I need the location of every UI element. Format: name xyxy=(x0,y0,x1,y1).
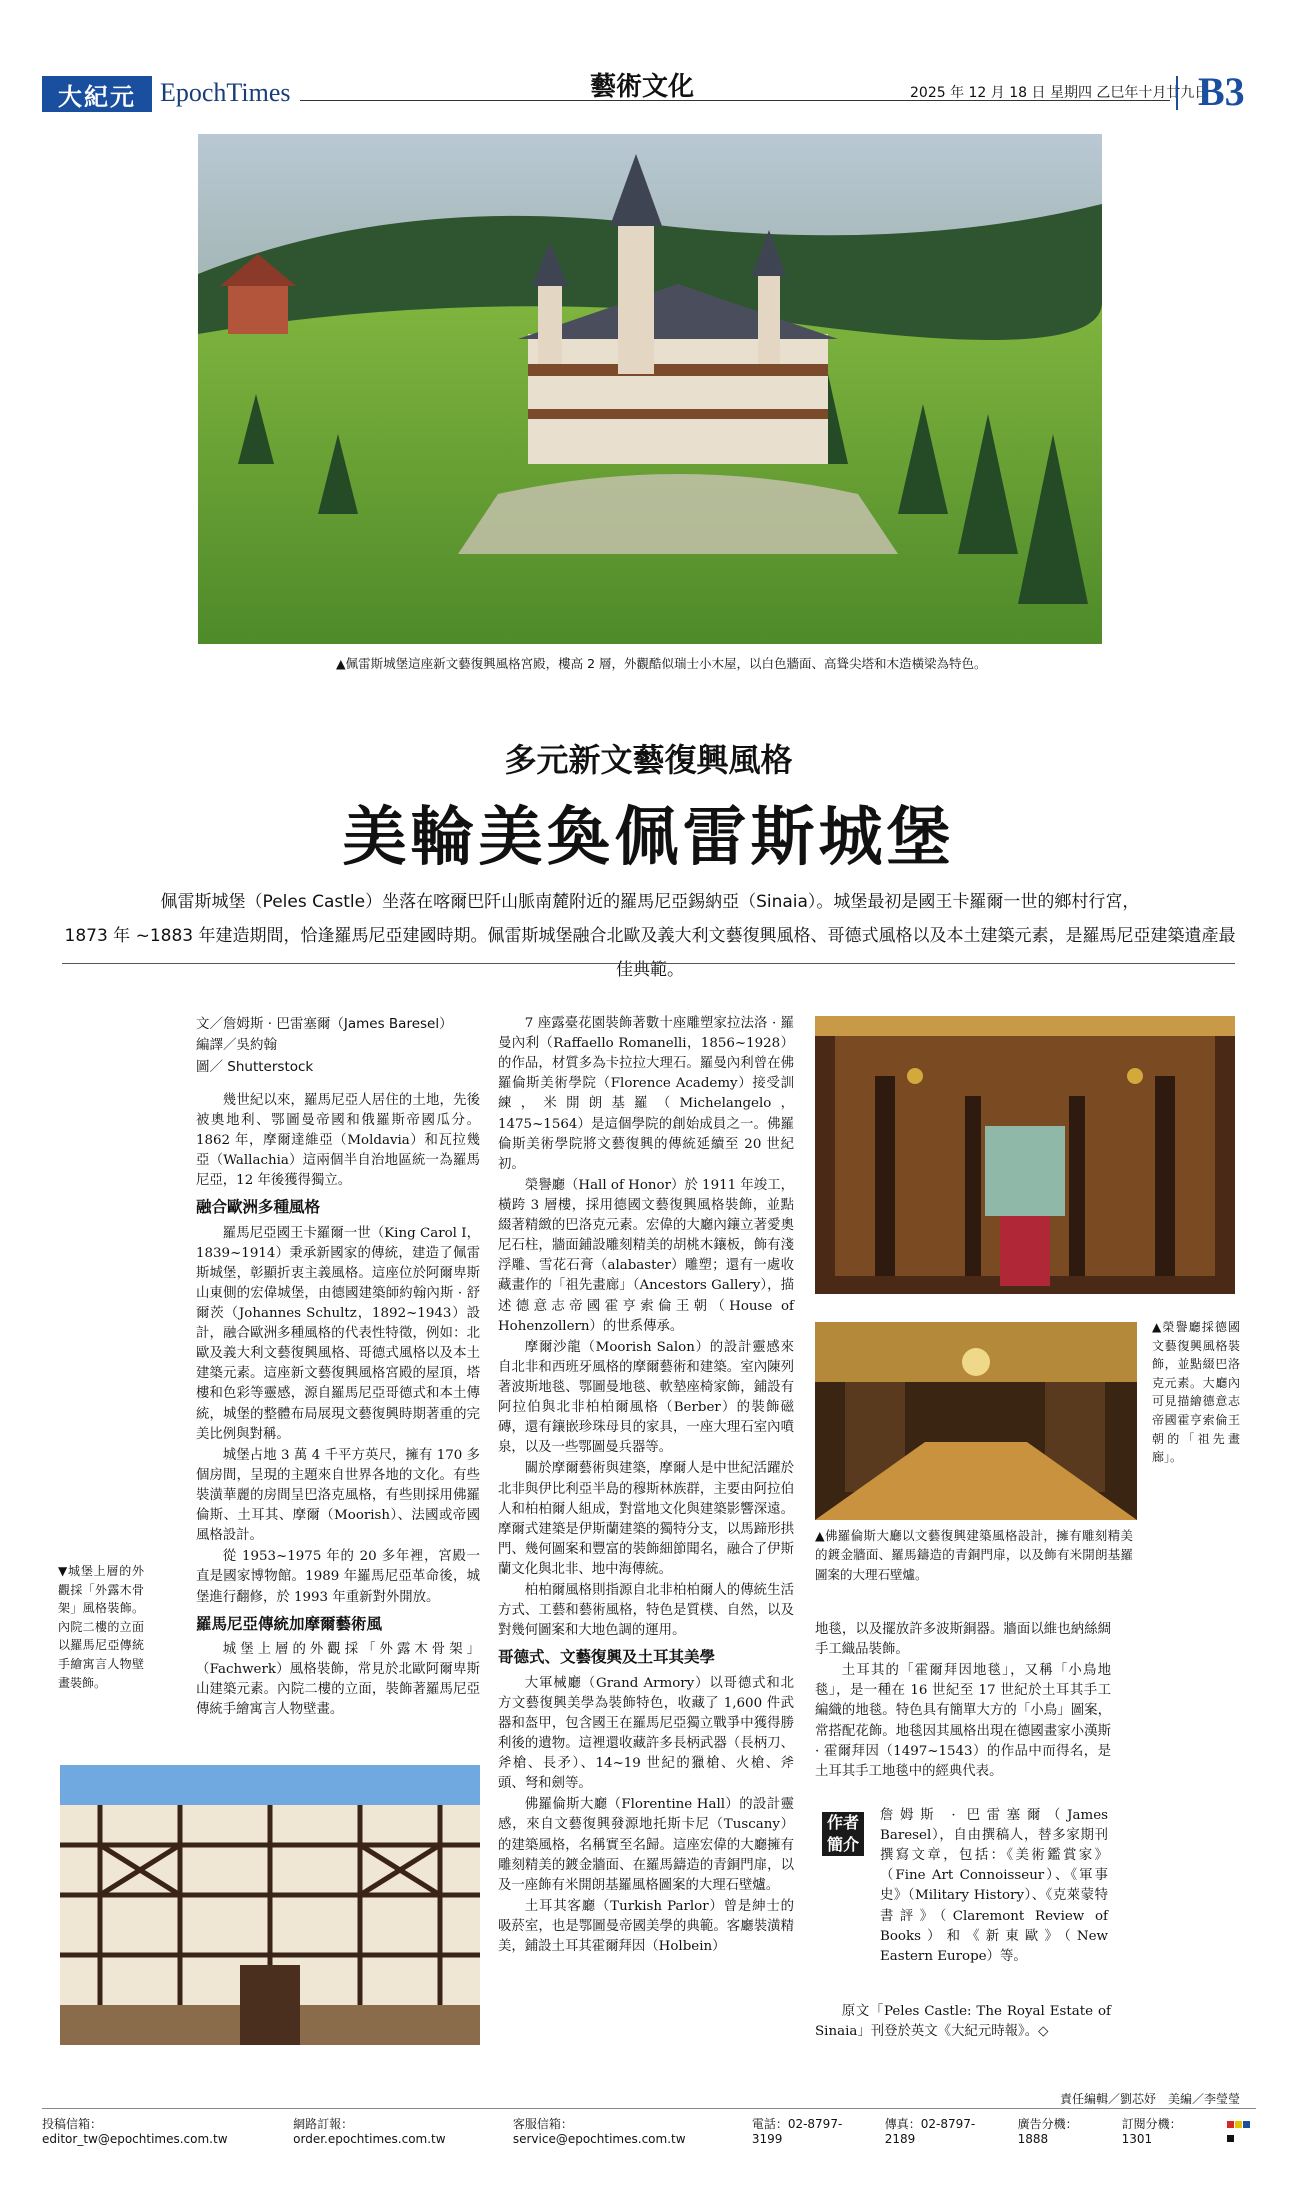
subhead: 羅馬尼亞傳統加摩爾藝術風 xyxy=(196,1614,383,1633)
footer-ad-ext: 廣告分機：1888 xyxy=(1017,2117,1078,2146)
hall-of-honor-photo xyxy=(815,1016,1235,1294)
swatch-blue xyxy=(1243,2121,1250,2128)
byline-photo: 圖／ Shutterstock xyxy=(196,1058,314,1075)
paragraph: 大軍械廳（Grand Armory）以哥德式和北方文藝復興美學為裝飾特色，收藏了 1,600 件武器和盔甲，包含國王在羅馬尼亞獨立戰爭中獲得勝利後的遺物。這裡還收藏許多長柄武器（長柄刀、斧槍、長矛）、14~19 世紀的獵槍、火槍、斧頭、弩和劍等。 xyxy=(498,1675,794,1792)
hero-castle-photo xyxy=(198,134,1102,644)
paragraph: 佛羅倫斯大廳（Florentine Hall）的設計靈感，來自文藝復興發源地托斯卡尼（Tuscany）的建築風格，名稱實至名歸。這座宏偉的大廳擁有雕刻精美的鍍金牆面、在羅馬鑄造的青銅門扉，以及一座飾有米開朗基羅風格圖案的大理石壁爐。 xyxy=(498,1797,794,1893)
paragraph: 土耳其客廳（Turkish Parlor）曾是紳士的吸菸室，也是鄂圖曼帝國美學的典範。客廳裝潢精美，鋪設土耳其霍爾拜因（Holbein） xyxy=(498,1898,794,1955)
swatch-red xyxy=(1227,2121,1234,2128)
author-bio xyxy=(880,1806,1108,1968)
swatch-black xyxy=(1227,2135,1234,2142)
source-text: 原文「Peles Castle: The Royal Estate of Sinaia」刊登於英文《大紀元時報》。◇ xyxy=(815,2004,1111,2040)
logo-english: EpochTimes xyxy=(160,78,291,107)
lede-line-1: 佩雷斯城堡（Peles Castle）坐落在喀爾巴阡山脈南麓附近的羅馬尼亞錫納亞（Sinaia）。城堡最初是國王卡羅爾一世的鄉村行宮， xyxy=(160,892,1140,912)
lede-line-2: 1873 年 ~1883 年建造期間，恰逢羅馬尼亞建國時期。佩雷斯城堡融合北歐及義大利文藝復興風格、哥德式風格以及本土建築元素，是羅馬尼亞建築遺產最佳典範。 xyxy=(64,926,1236,980)
paragraph: 城堡上層的外觀採「外露木骨架」（Fachwerk）風格裝飾，常見於北歐阿爾卑斯山建築元素。內院二樓的立面，裝飾著羅馬尼亞傳統手繪寓言人物壁畫。 xyxy=(196,1641,480,1718)
footer-sub-ext: 訂閱分機：1301 xyxy=(1121,2117,1182,2146)
florentine-illustration xyxy=(815,1322,1137,1520)
section-title: 藝術文化 xyxy=(590,72,695,102)
lede xyxy=(60,885,1240,987)
epoch-times-logo: 大紀元 xyxy=(42,76,152,112)
masthead-divider xyxy=(1176,76,1178,110)
castle-illustration xyxy=(198,134,1102,644)
byline-translator: 編譯／吳約翰 xyxy=(196,1037,277,1054)
florentine-hall-photo xyxy=(815,1322,1137,1520)
hall-illustration xyxy=(815,1016,1235,1294)
author-bio-text: 詹姆斯 · 巴雷塞爾（James Baresel），自由撰稿人，替多家期刊撰寫文章，包括：《美術鑑賞家》（Fine Art Connoisseur）、《軍事史》（Military History）、《克萊蒙特書評》（Claremont Review of Books）和《新東歐》（New Eastern Europe）等。 xyxy=(880,1808,1108,1964)
footer-fax: 傳真：02-8797-2189 xyxy=(884,2117,976,2146)
column-3 xyxy=(815,1620,1111,1783)
paragraph: 土耳其的「霍爾拜因地毯」，又稱「小鳥地毯」，是一種在 16 世紀至 17 世紀於土耳其手工編織的地毯。特色具有簡單大方的「小鳥」圖案，常搭配花飾。地毯因其風格出現在德國畫家小漢斯 · 霍爾拜因（1497~1543）的作品中而得名，是土耳其手工地毯中的經典代表。 xyxy=(815,1663,1111,1779)
footer xyxy=(42,2115,1256,2146)
editor-credits: 責任編輯／劉芯妤 美編／李瑩瑩 xyxy=(1060,2092,1241,2106)
paragraph: 城堡占地 3 萬 4 千平方英尺，擁有 170 多個房間，呈現的主題來自世界各地的文化。有些裝潢華麗的房間呈巴洛克風格，有些則採用佛羅倫斯、土耳其、摩爾（Moorish）、法國或帝國風格設計。 xyxy=(196,1447,480,1544)
footer-order-link[interactable]: 網路訂報：order.epochtimes.com.tw xyxy=(293,2117,446,2146)
footer-phone: 電話：02-8797-3199 xyxy=(751,2117,843,2146)
page-number: B3 xyxy=(1198,69,1245,114)
paragraph: 羅馬尼亞國王卡羅爾一世（King Carol I，1839~1914）秉承新國家的傳統，建造了佩雷斯城堡，彰顯折衷主義風格。這座位於阿爾卑斯山東側的宏偉城堡，由德國建築師約翰內斯 · 舒爾茨（Johannes Schultz，1892~1943）設計，融合歐洲多種風格的代表性特徵，例如：北歐及義大利文藝復興風格、哥德式風格以及本土建築元素。這座新文藝復興風格宮殿的屋頂，塔樓和色彩等靈感，源自羅馬尼亞哥德式和本土傳統，城堡的整體布局展現文藝復興時期著重的完美比例與對稱。 xyxy=(196,1225,480,1442)
hall-of-honor-caption: ▲榮譽廳採德國文藝復興風格裝飾，並點綴巴洛克元素。大廳內可見描繪德意志帝國霍亨索倫王朝的「祖先畫廊」。 xyxy=(1152,1320,1240,1465)
source-note xyxy=(815,2002,1111,2043)
subhead: 融合歐洲多種風格 xyxy=(196,1198,321,1217)
paragraph: 幾世紀以來，羅馬尼亞人居住的土地，先後被奧地利、鄂圖曼帝國和俄羅斯帝國瓜分。1862 年，摩爾達維亞（Moldavia）和瓦拉幾亞（Wallachia）這兩個半自治地區統一為羅馬尼亞，12 年後獲得獨立。 xyxy=(196,1092,480,1189)
paragraph: 從 1953~1975 年的 20 多年裡，宮殿一直是國家博物館。1989 年羅馬尼亞革命後，城堡進行翻修，於 1993 年重新對外開放。 xyxy=(196,1549,480,1605)
byline-author: 文／詹姆斯 · 巴雷塞爾（James Baresel） xyxy=(196,1016,453,1032)
author-bio-tag: 作者簡介 xyxy=(822,1812,864,1856)
left-photo-caption: ▼城堡上層的外觀採「外露木骨架」風格裝飾。內院二樓的立面以羅馬尼亞傳統手繪寓言人物壁畫裝飾。 xyxy=(58,1564,144,1690)
paragraph: 榮譽廳（Hall of Honor）於 1911 年竣工，橫跨 3 層樓，採用德國文藝復興風格裝飾，並點綴著精緻的巴洛克元素。宏偉的大廳內鑲立著愛奧尼石柱，牆面鋪設雕刻精美的胡桃木鑲板，飾有淺浮雕、雪花石膏（alabaster）雕塑；還有一處收藏畫作的「祖先畫廊」（Ancestors Gallery），描述德意志帝國霍亨索倫王朝（House of Hohenzollern）的世系傳承。 xyxy=(498,1177,794,1334)
paragraph: 關於摩爾藝術與建築，摩爾人是中世紀活躍於北非與伊比利亞半島的穆斯林族群，主要由阿拉伯人和柏柏爾人組成，對當地文化與建築影響深遠。摩爾式建築是伊斯蘭建築的獨特分支，以馬蹄形拱門、幾何圖案和豐富的裝飾細節聞名，融合了伊斯蘭文化與北非、地中海傳統。 xyxy=(498,1461,794,1577)
subhead: 哥德式、文藝復興及土耳其美學 xyxy=(498,1648,716,1667)
footer-service-email[interactable]: 客服信箱：service@epochtimes.com.tw xyxy=(512,2117,686,2146)
paragraph: 摩爾沙龍（Moorish Salon）的設計靈感來自北非和西班牙風格的摩爾藝術和建築。室內陳列著波斯地毯、鄂圖曼地毯、軟墊座椅家飾，鋪設有阿拉伯與北非柏柏爾風格（Berber）的裝飾磁磚，還有鑲嵌珍珠母貝的家具，一座大理石室內噴泉，以及一些鄂圖曼兵器等。 xyxy=(498,1339,794,1456)
hero-caption: ▲佩雷斯城堡這座新文藝復興風格宮殿，樓高 2 層，外觀酷似瑞士小木屋，以白色牆面、高聳尖塔和木造橫梁為特色。 xyxy=(336,656,987,671)
paragraph: 地毯，以及擺放許多波斯銅器。牆面以維也納絲綢手工織品裝飾。 xyxy=(815,1622,1111,1658)
lede-rule xyxy=(62,963,1235,964)
footer-rule xyxy=(42,2108,1256,2109)
courtyard-illustration xyxy=(60,1765,480,2045)
headline: 美輪美奐佩雷斯城堡 xyxy=(342,800,955,875)
paragraph: 柏柏爾風格則指源自北非柏柏爾人的傳統生活方式、工藝和藝術風格，特色是質樸、自然，以及對幾何圖案和大地色調的運用。 xyxy=(498,1583,794,1639)
column-2 xyxy=(498,1014,794,1958)
courtyard-photo xyxy=(60,1765,480,2045)
florentine-hall-caption: ▲佛羅倫斯大廳以文藝復興建築風格設計，擁有雕刻精美的鍍金牆面、羅馬鑄造的青銅門扉，以及飾有米開朗基羅圖案的大理石壁爐。 xyxy=(815,1528,1133,1582)
kicker: 多元新文藝復興風格 xyxy=(504,741,793,779)
paragraph: 7 座露臺花園裝飾著數十座雕塑家拉法洛 · 羅曼內利（Raffaello Romanelli，1856~1928）的作品，材質多為卡拉拉大理石。羅曼內利曾在佛羅倫斯美術學院（Florence Academy）接受訓練，米開朗基羅（Michelangelo，1475~1564）是這個學院的創始成員之一。佛羅倫斯美術學院將文藝復興的傳統延續至 20 世紀初。 xyxy=(498,1016,794,1172)
column-1 xyxy=(196,1014,480,1721)
dateline: 2025 年 12 月 18 日 星期四 乙巳年十月廿九日 xyxy=(910,85,1209,101)
color-registration-marks xyxy=(1226,2117,1256,2145)
swatch-yellow xyxy=(1235,2121,1242,2128)
footer-submit-email[interactable]: 投稿信箱：editor_tw@epochtimes.com.tw xyxy=(42,2117,228,2146)
